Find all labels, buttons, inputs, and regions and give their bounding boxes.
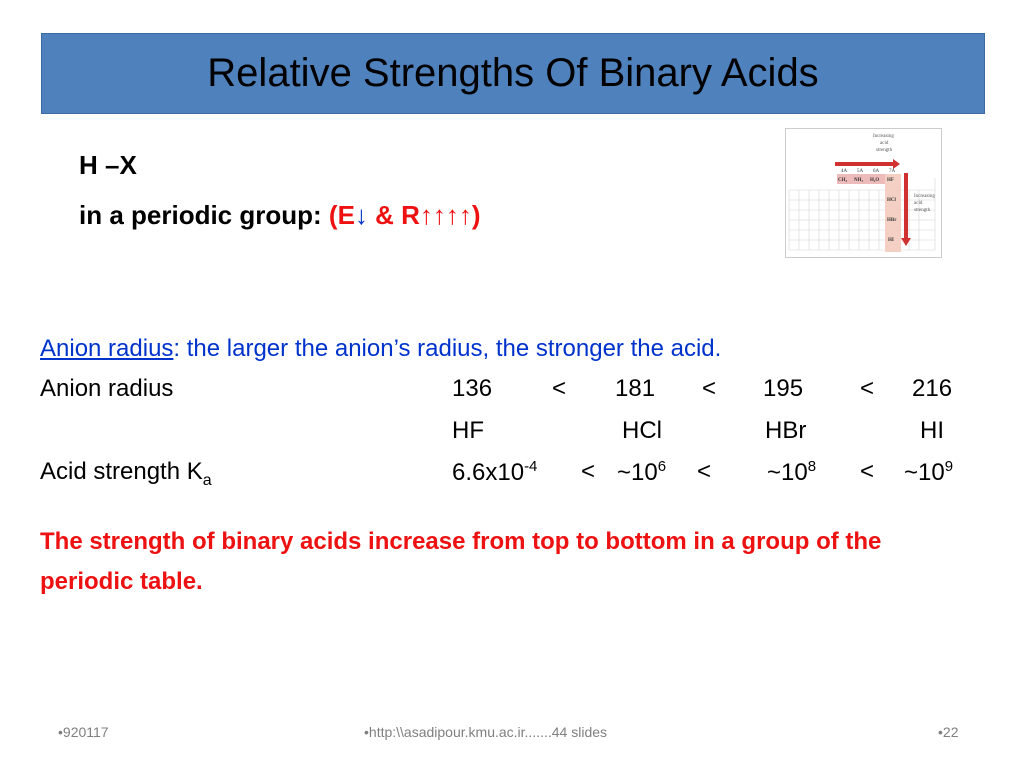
formula-hcl: HCl [887, 198, 896, 203]
ka-hcl [617, 458, 666, 487]
formula-hbr: HBr [887, 218, 897, 223]
electronegativity-open: (E [328, 200, 355, 230]
slide-title: Relative Strengths Of Binary Acids [207, 51, 819, 95]
footer-page-number: •22 [938, 724, 959, 740]
ka-hi-exponent: 9 [944, 458, 954, 475]
ka-hi [904, 458, 953, 487]
up-arrows-icon: ↑↑↑↑) [419, 200, 481, 230]
ka-label: Acid strength K [40, 458, 203, 485]
anion-radius-link[interactable]: Anion radius [40, 335, 174, 362]
label-top-2: acid [880, 141, 889, 146]
radius-separator-2: < [702, 375, 717, 402]
label-top-1: Increasing [873, 134, 894, 139]
footer-source: •http:\\asadipour.kmu.ac.ir.......44 slides [364, 724, 608, 740]
acid-hcl: HCl [622, 417, 662, 444]
title-bar [41, 33, 985, 114]
label-side-3: strength [914, 208, 931, 213]
ka-hbr [767, 458, 816, 487]
group-6a: 6A [873, 169, 880, 174]
radius-separator-3: < [860, 375, 875, 402]
formula-nh3: NH₃ [854, 178, 863, 183]
radius-label: & R [367, 200, 420, 230]
formula-h2o: H₂O [870, 178, 880, 183]
acid-hf: HF [452, 417, 484, 444]
radius-hf: 136 [452, 375, 493, 402]
formula-hi: HI [888, 238, 894, 243]
ka-hcl-exponent: 6 [657, 458, 667, 475]
radius-separator-1: < [552, 375, 567, 402]
anion-radius-explanation: : the larger the anion’s radius, the stronger the acid. [173, 335, 722, 362]
ka-subscript: a [202, 471, 212, 489]
radius-hcl: 181 [615, 375, 656, 402]
conclusion-text: The strength of binary acids increase from top to bottom in a group of the periodic table. [40, 528, 882, 595]
ka-hbr-base: ~10 [767, 459, 808, 486]
ka-hf-base: 6.6x10 [452, 459, 525, 486]
ka-hbr-exponent: 8 [807, 458, 817, 475]
radius-hbr: 195 [763, 375, 804, 402]
label-side-2: acid [914, 201, 923, 206]
periodic-group-prefix: in a periodic group: [79, 200, 329, 230]
periodic-group-line [79, 200, 481, 231]
ka-row-label [40, 458, 212, 490]
formula-hf: HF [887, 178, 894, 183]
acid-hbr: HBr [765, 417, 807, 444]
ka-hi-base: ~10 [904, 459, 945, 486]
acid-hi: HI [920, 417, 944, 444]
ka-hf [452, 458, 537, 487]
ka-hf-exponent: -4 [524, 458, 538, 475]
footer-date: •920117 [58, 724, 109, 740]
formula-ch4: CH₄ [838, 178, 847, 183]
ka-separator-3: < [860, 458, 875, 485]
label-side-1: Increasing [914, 194, 935, 199]
group-4a: 4A [841, 169, 848, 174]
group-7a: 7A [889, 169, 896, 174]
periodic-table-figure [785, 128, 942, 258]
group-5a: 5A [857, 169, 864, 174]
ka-hcl-base: ~10 [617, 459, 658, 486]
ka-separator-1: < [581, 458, 596, 485]
label-top-3: strength [876, 148, 893, 153]
radius-hi: 216 [912, 375, 953, 402]
ka-separator-2: < [697, 458, 712, 485]
formula-heading: H –X [79, 150, 137, 180]
down-arrow-icon: ↓ [354, 200, 368, 230]
radius-row-label: Anion radius [40, 375, 174, 402]
anion-radius-line [40, 335, 721, 363]
